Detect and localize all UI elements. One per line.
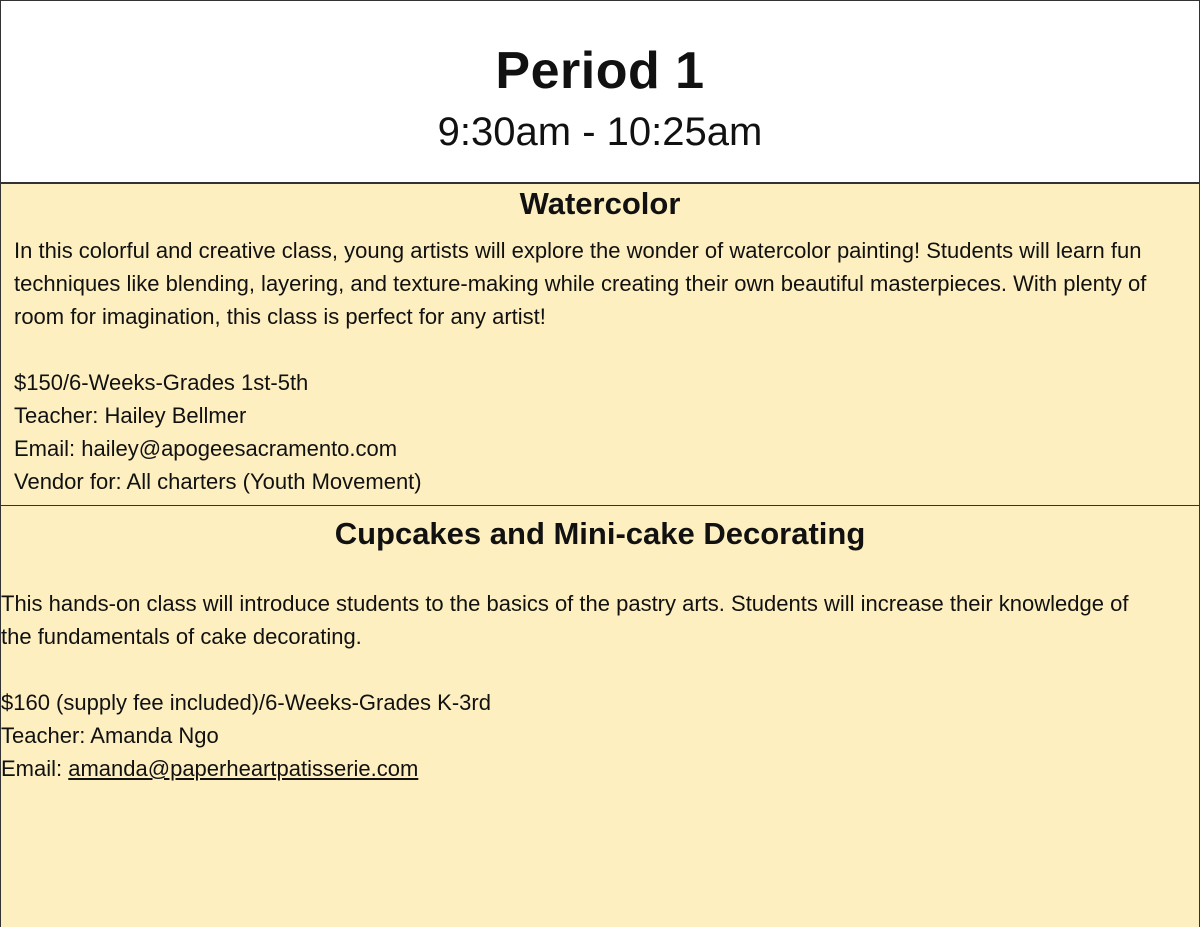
period-title: Period 1 bbox=[495, 42, 705, 100]
period-time: 9:30am - 10:25am bbox=[437, 110, 763, 154]
class-title: Cupcakes and Mini-cake Decorating bbox=[334, 516, 866, 551]
class-email-link[interactable]: amanda@paperheartpatisserie.com bbox=[68, 756, 419, 781]
class-email: hailey@apogeesacramento.com bbox=[81, 436, 398, 461]
class-description: In this colorful and creative class, young artists will explore the wonder of watercolor painting! Students will learn fun techniques like blending, layering, and texture-making while creating their own beautiful masterpieces. With plenty of room for imagination, this class is perfect for any artist! bbox=[14, 238, 1147, 329]
class-vendor: Vendor for: All charters (Youth Movement) bbox=[14, 469, 422, 494]
class-price: $150/6-Weeks-Grades 1st-5th bbox=[14, 370, 309, 395]
class-section-watercolor bbox=[0, 184, 1200, 506]
spacer bbox=[1, 653, 1149, 686]
class-email-line bbox=[14, 432, 1159, 465]
class-price: $160 (supply fee included)/6-Weeks-Grades K-3rd bbox=[1, 690, 491, 715]
email-label: Email: bbox=[14, 436, 76, 461]
email-label: Email: bbox=[1, 756, 63, 781]
class-title: Watercolor bbox=[519, 186, 681, 221]
class-email-line bbox=[1, 752, 1149, 785]
class-teacher: Teacher: Amanda Ngo bbox=[1, 723, 219, 748]
class-description: This hands-on class will introduce students to the basics of the pastry arts. Students will increase their knowledge of the fundamentals of cake decorating. bbox=[1, 591, 1129, 649]
class-details bbox=[1, 587, 1149, 785]
class-details bbox=[14, 234, 1159, 498]
class-teacher: Teacher: Hailey Bellmer bbox=[14, 403, 247, 428]
class-section-cupcakes bbox=[0, 506, 1200, 927]
spacer bbox=[14, 333, 1159, 366]
period-header bbox=[0, 0, 1200, 184]
